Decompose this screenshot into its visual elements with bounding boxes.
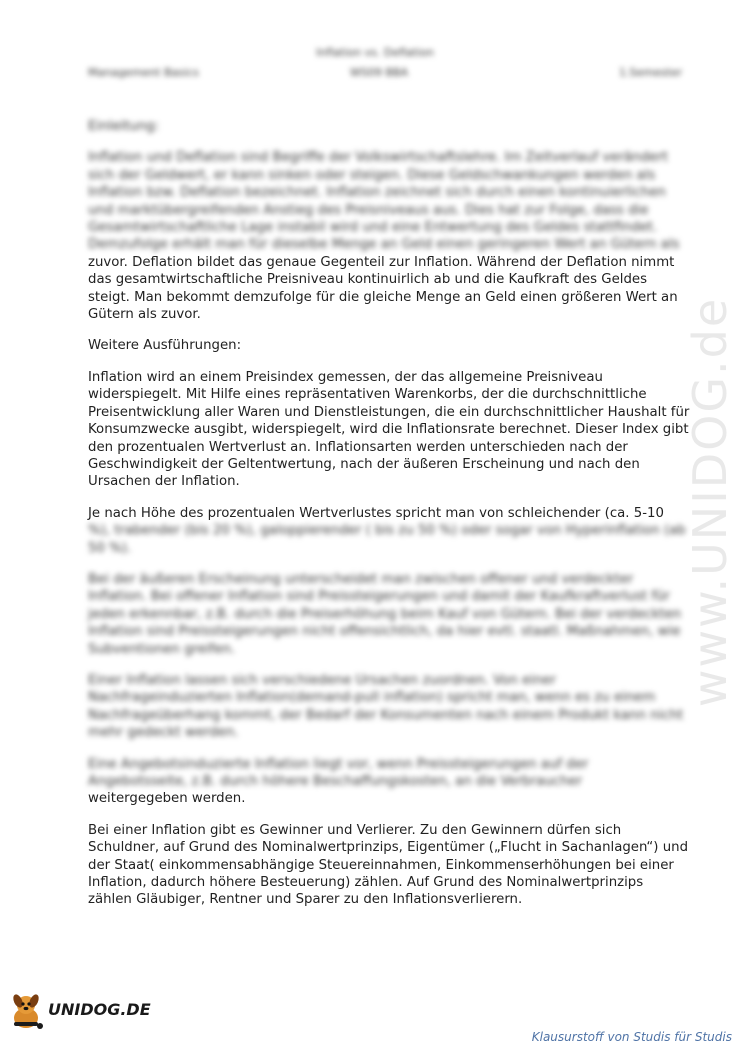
paragraph-angebot — [88, 756, 690, 808]
wertverlust-blurred-text: %), trabender (bis 20 %), galoppierender ( bis zu 50 %) oder sogar von Hyperinflation (ab 50 %). — [88, 523, 686, 556]
document-title: Inflation vs. Deflation — [316, 46, 434, 59]
watermark-text: www.UNIDOG.de — [683, 296, 737, 708]
intro-visible-text: zuvor. Deflation bildet das genaue Gegenteil zur Inflation. Während der Deflation nimmt das gesamtwirtschaftliche Preisniveau kontinuirlich ab und die Kaufkraft des Geldes steigt. Man bekommt demzufolge für die gleiche Menge an Geld einen größeren Wert an Gütern als zuvor. — [88, 254, 678, 323]
paragraph-erscheinung: Bei der äußeren Erscheinung unterscheidet man zwischen offener und verdeckter Inflation. Bei offener Inflation sind Preissteigerungen und damit der Kaufkraftverlust für jeden erkennbar, z.B. durch die Preiserhöhung beim Kauf von Gütern. Bei der verdeckten Inflation sind Preissteigerungen nicht offensichtlich, da hier evtl. staatl. Maßnahmen, wie Subventionen greifen. — [88, 571, 682, 657]
semester-label: 1.Semester — [618, 66, 682, 79]
more-heading: Weitere Ausführungen: — [88, 338, 242, 354]
paragraph-preisindex: Inflation wird an einem Preisindex gemessen, der das allgemeine Preisniveau widerspiegelt. Mit Hilfe eines repräsentativen Warenkorbs, der die durchschnittliche Preisentwicklung aller Waren und Dienstleistungen, die ein durchschnittlicher Haushalt für Konsumzwecke ausgibt, widerspiegelt, wird die Inflationsrate berechnet. Dieser Index gibt den prozentualen Wertverlust an. Inflationsarten werden unterschieden nach der Geschwindigkeit der Geltentwertung, nach der äußeren Erscheinung und nach den Ursachen der Inflation. — [88, 369, 690, 490]
intro-blurred-text: Inflation und Deflation sind Begriffe der Volkswirtschaftslehre. Im Zeitverlauf verändert sich der Geldwert, er kann sinken oder steigen. Diese Geldschwankungen werden als Inflation bzw. Deflation bezeichnet. Inflation zeichnet sich durch einen kontinuierlichen und marktübergreifenden Anstieg des Preisniveaus aus. Dies hat zur Folge, dass die Gesamtwirtschaftliche Lage instabil wird und eine Entwertung des Geldes stattfindet. Demzufolge erhält man für dieselbe Menge an Geld einen geringeren Wert an Gütern als — [88, 150, 680, 253]
logo-text: UNIDOG.DE — [48, 1000, 151, 1019]
header-row — [88, 66, 682, 82]
term-label: WS09 BBA — [350, 66, 408, 79]
footer-tagline: Klausurstoff von Studis für Studis — [531, 1030, 732, 1044]
document-body — [88, 118, 690, 923]
unidog-logo — [4, 992, 154, 1032]
wertverlust-visible-text: Je nach Höhe des prozentualen Wertverlustes spricht man von schleichender (ca. 5-10 — [88, 505, 664, 521]
paragraph-wertverlust — [88, 505, 690, 557]
dog-mascot-icon — [4, 992, 48, 1032]
angebot-visible-text: weitergegeben werden. — [88, 791, 246, 807]
paragraph-gewinner: Bei einer Inflation gibt es Gewinner und Verlierer. Zu den Gewinnern dürfen sich Schuldner, auf Grund des Nominalwertprinzips, Eigentümer („Flucht in Sachanlagen“) und der Staat( einkommensabhängige Steuereinnahmen, Einkommenserhöhungen bei einer Inflation, dadurch höhere Besteuerung) zählen. Auf Grund des Nominalwertprinzips zählen Gläubiger, Rentner und Sparer zu den Inflationsverlierern. — [88, 822, 689, 908]
paragraph-ursachen: Einer Inflation lassen sich verschiedene Ursachen zuordnen. Von einer Nachfrageinduzierten Inflation(demand-pull inflation) spricht man, wenn es zu einem Nachfrageüberhang kommt, der Bedarf der Konsumenten nach einem Produkt kann nicht mehr gedeckt werden. — [88, 672, 684, 741]
course-name: Management Basics — [88, 66, 199, 79]
intro-heading: Einleitung: — [88, 119, 160, 134]
intro-paragraph — [88, 149, 690, 323]
angebot-blurred-text: Eine Angebotsinduzierte Inflation liegt vor, wenn Preissteigerungen auf der Angebotsseite, z.B. durch höhere Beschaffungskosten, an die Verbraucher — [88, 756, 589, 789]
